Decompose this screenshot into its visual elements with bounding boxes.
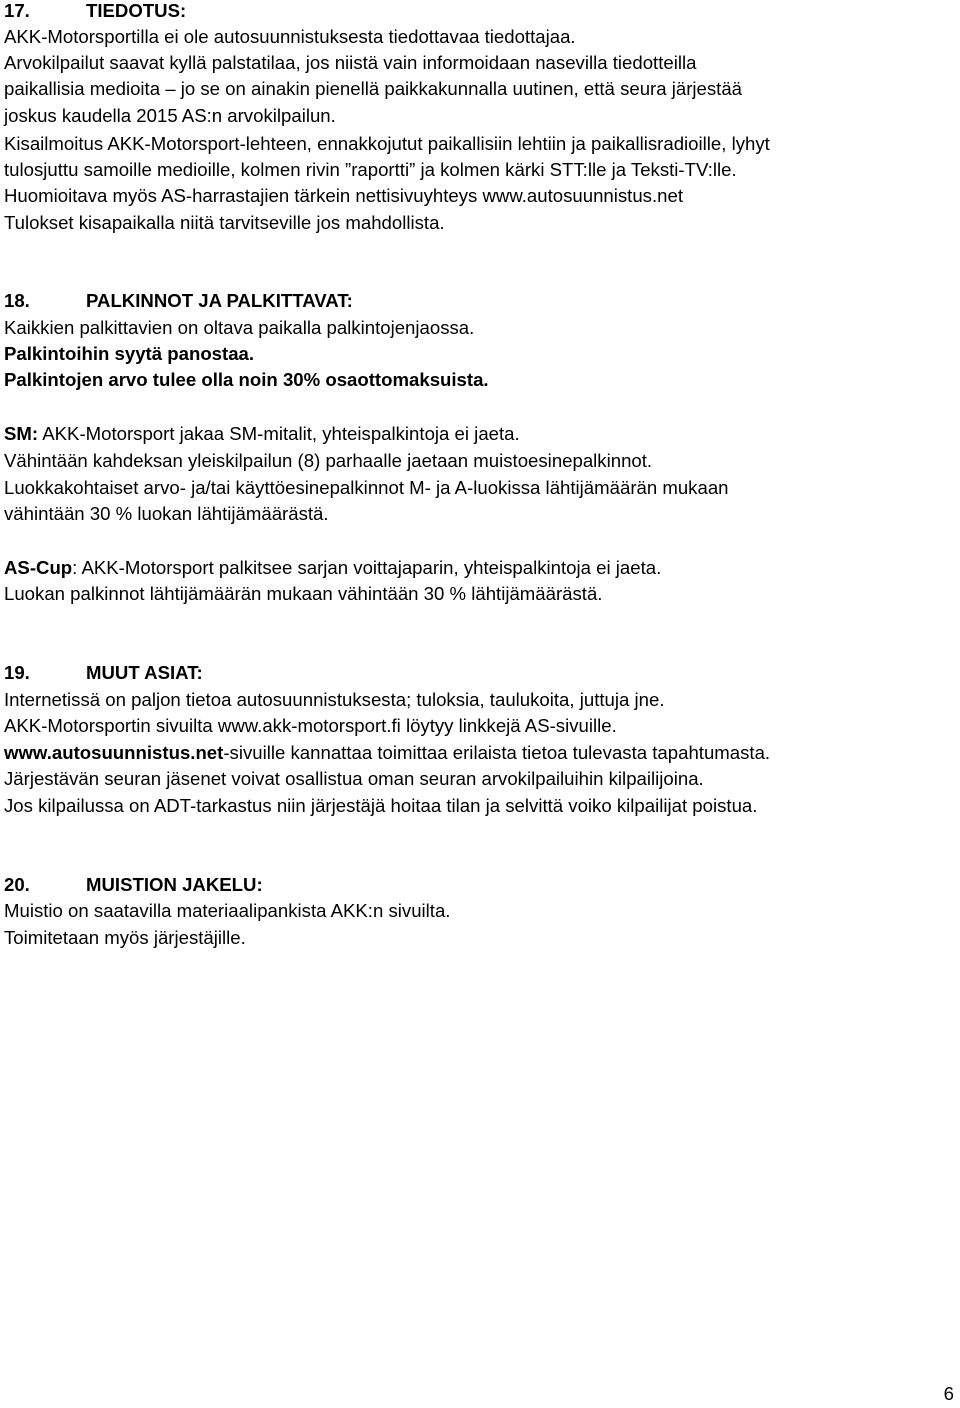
section-17-heading bbox=[4, 0, 186, 22]
emphasis-line: Palkintojen arvo tulee olla noin 30% osaottomaksuista. bbox=[4, 369, 489, 390]
page-number: 6 bbox=[943, 1383, 954, 1404]
paragraph-line: joskus kaudella 2015 AS:n arvokilpailun. bbox=[4, 105, 336, 126]
paragraph-line: Huomioitava myös AS-harrastajien tärkein nettisivuyhteys www.autosuunnistus.net bbox=[4, 185, 683, 206]
paragraph-line: AKK-Motorsportin sivuilta www.akk-motorsport.fi löytyy linkkejä AS-sivuille. bbox=[4, 715, 617, 736]
section-17-title: TIEDOTUS: bbox=[86, 0, 187, 21]
paragraph-line: Luokkakohtaiset arvo- ja/tai käyttöesinepalkinnot M- ja A-luokissa lähtijämäärän mukaan bbox=[4, 477, 729, 498]
section-20-number: 20. bbox=[4, 874, 30, 895]
paragraph-line: Kaikkien palkittavien on oltava paikalla palkintojenjaossa. bbox=[4, 317, 475, 338]
paragraph-line: Järjestävän seuran jäsenet voivat osallistua oman seuran arvokilpailuihin kilpailijoina. bbox=[4, 768, 704, 789]
paragraph-line: Muistio on saatavilla materiaalipankista AKK:n sivuilta. bbox=[4, 900, 451, 921]
autosuunnistus-text: -sivuille kannattaa toimittaa erilaista tietoa tulevasta tapahtumasta. bbox=[223, 742, 771, 763]
paragraph-line: Toimitetaan myös järjestäjille. bbox=[4, 927, 246, 948]
as-cup-label: AS-Cup bbox=[4, 557, 73, 578]
paragraph-line: tulosjuttu samoille medioille, kolmen rivin ”raportti” ja kolmen kärki STT:lle ja Teksti-TV:lle. bbox=[4, 159, 737, 180]
section-18-heading bbox=[4, 290, 353, 312]
autosuunnistus-line bbox=[4, 742, 770, 764]
section-19-number: 19. bbox=[4, 662, 30, 683]
paragraph-line: AKK-Motorsportilla ei ole autosuunnistuksesta tiedottavaa tiedottajaa. bbox=[4, 26, 576, 47]
sm-text: AKK-Motorsport jakaa SM-mitalit, yhteispalkintoja ei jaeta. bbox=[38, 423, 520, 444]
section-18-number: 18. bbox=[4, 290, 30, 311]
section-18-title: PALKINNOT JA PALKITTAVAT: bbox=[86, 290, 353, 311]
sm-line bbox=[4, 423, 520, 445]
section-19-title: MUUT ASIAT: bbox=[86, 662, 203, 683]
sm-label: SM: bbox=[4, 423, 39, 444]
section-19-heading bbox=[4, 662, 203, 684]
as-cup-text: : AKK-Motorsport palkitsee sarjan voittajaparin, yhteispalkintoja ei jaeta. bbox=[72, 557, 662, 578]
paragraph-line: vähintään 30 % luokan lähtijämäärästä. bbox=[4, 503, 329, 524]
paragraph-line: Jos kilpailussa on ADT-tarkastus niin järjestäjä hoitaa tilan ja selvittä voiko kilpailijat poistua. bbox=[4, 795, 758, 816]
paragraph-line: Vähintään kahdeksan yleiskilpailun (8) parhaalle jaetaan muistoesinepalkinnot. bbox=[4, 450, 653, 471]
emphasis-line: Palkintoihin syytä panostaa. bbox=[4, 343, 255, 364]
paragraph-line: Kisailmoitus AKK-Motorsport-lehteen, ennakkojutut paikallisiin lehtiin ja paikallisradioille, lyhyt bbox=[4, 133, 770, 154]
paragraph-line: Internetissä on paljon tietoa autosuunnistuksesta; tuloksia, taulukoita, juttuja jne. bbox=[4, 689, 665, 710]
section-20-heading bbox=[4, 874, 263, 896]
paragraph-line: Luokan palkinnot lähtijämäärän mukaan vähintään 30 % lähtijämäärästä. bbox=[4, 583, 603, 604]
paragraph-line: Tulokset kisapaikalla niitä tarvitseville jos mahdollista. bbox=[4, 212, 445, 233]
section-17-number: 17. bbox=[4, 0, 30, 21]
paragraph-line: Arvokilpailut saavat kyllä palstatilaa, jos niistä vain informoidaan nasevilla tiedotteilla bbox=[4, 52, 697, 73]
as-cup-line bbox=[4, 557, 661, 579]
autosuunnistus-link: www.autosuunnistus.net bbox=[4, 742, 224, 763]
paragraph-line: paikallisia medioita – jo se on ainakin pienellä paikkakunnalla uutinen, että seura järjestää bbox=[4, 78, 743, 99]
section-20-title: MUISTION JAKELU: bbox=[86, 874, 263, 895]
